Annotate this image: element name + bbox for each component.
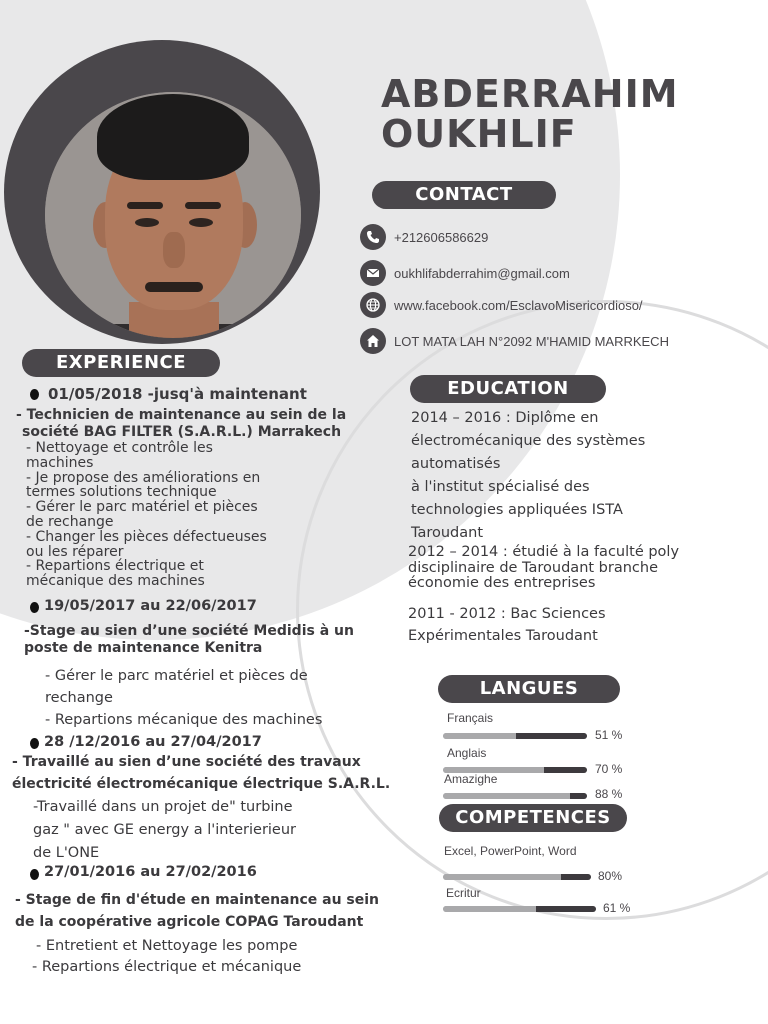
education-heading: EDUCATION (410, 375, 606, 403)
contact-heading: CONTACT (372, 181, 556, 209)
list-item: - Nettoyage et contrôle les (26, 440, 213, 456)
contact-phone[interactable] (360, 224, 488, 250)
skill-label: Ecritur (446, 886, 481, 900)
person-name (381, 74, 679, 154)
bullet-dot (30, 389, 39, 400)
exp1-title-2: société BAG FILTER (S.A.R.L.) Marrakech (22, 424, 342, 440)
skill-percent: 61 % (603, 901, 631, 915)
list-item: ou les réparer (26, 543, 124, 560)
language-label: Anglais (447, 746, 487, 760)
list-item: économie des entreprises (408, 575, 596, 591)
exp2-items (45, 665, 322, 731)
list-item: - Gérer le parc matériel et pièces (26, 499, 258, 516)
list-item: Taroudant (411, 525, 484, 541)
language-label: Amazighe (444, 772, 498, 786)
bar-fill-light (443, 874, 561, 880)
language-percent: 88 % (595, 787, 623, 801)
list-item: - Repartions électrique et mécanique (32, 959, 302, 975)
contact-address-text: LOT MATA LAH N°2092 M'HAMID MARRKECH (394, 333, 669, 349)
exp2-date: 19/05/2017 au 22/06/2017 (44, 598, 257, 614)
exp3-title-1: - Travaillé au sien d’une société des travaux (12, 754, 361, 770)
experience-heading: EXPERIENCE (22, 349, 220, 377)
exp2-title-1: -Stage au sien d’une société Medidis à un (24, 623, 354, 639)
list-item: termes solutions technique (26, 484, 217, 501)
competences-heading: COMPETENCES (439, 804, 627, 832)
exp2-title-2: poste de maintenance Kenitra (24, 640, 263, 656)
list-item: machines (26, 454, 94, 471)
list-item: disciplinaire de Taroudant branche (408, 559, 659, 576)
list-item: gaz " avec GE energy a l'interierieur (33, 822, 297, 838)
list-item: rechange (45, 690, 113, 706)
bar-fill-dark (544, 767, 587, 773)
bar-fill-light (443, 906, 536, 912)
list-item: 2014 – 2016 : Diplôme en (411, 410, 599, 426)
list-item: - Repartions électrique et (26, 558, 204, 575)
list-item: 2011 - 2012 : Bac Sciences (408, 606, 606, 622)
exp4-date: 27/01/2016 au 27/02/2016 (44, 864, 257, 880)
list-item: automatisés (411, 456, 501, 472)
contact-email[interactable] (360, 260, 570, 286)
mail-icon (360, 260, 386, 286)
language-label: Français (447, 711, 494, 725)
language-percent: 70 % (595, 762, 623, 776)
bar-fill-light (443, 733, 516, 739)
list-item: à l'institut spécialisé des (411, 479, 590, 495)
globe-icon (360, 292, 386, 318)
name-line-1: ABDERRAHIM (381, 72, 679, 116)
language-bar (443, 793, 587, 799)
exp4-title-2: de la coopérative agricole COPAG Taroudant (15, 914, 364, 930)
list-item: - Changer les pièces défectueuses (26, 528, 267, 545)
contact-web[interactable] (360, 292, 643, 318)
education-entry-2 (408, 545, 679, 592)
bar-fill-dark (516, 733, 587, 739)
exp1-title-1: - Technicien de maintenance au sein de la (16, 407, 347, 423)
list-item: - Gérer le parc matériel et pièces de (45, 668, 308, 684)
list-item: - Repartions mécanique des machines (45, 712, 323, 728)
contact-phone-text: +212606586629 (394, 229, 489, 245)
education-entry-1 (411, 407, 645, 545)
name-line-2: OUKHLIF (381, 112, 577, 156)
profile-photo (45, 92, 301, 338)
skill-bar (443, 906, 596, 912)
phone-icon (360, 224, 386, 250)
home-icon (360, 328, 386, 354)
contact-web-text: www.facebook.com/EsclavoMisericordioso/ (394, 297, 643, 313)
list-item: technologies appliquées ISTA (411, 502, 623, 518)
bar-fill-dark (536, 906, 596, 912)
skill-bar (443, 874, 591, 880)
list-item: 2012 – 2014 : étudié à la faculté poly (408, 544, 680, 560)
bar-fill-dark (561, 874, 591, 880)
skill-label: Excel, PowerPoint, Word (444, 844, 577, 858)
bar-fill-light (443, 793, 570, 799)
exp1-date: 01/05/2018 -jusq'à maintenant (48, 385, 307, 403)
bar-fill-dark (570, 793, 587, 799)
language-percent: 51 % (595, 728, 623, 742)
exp3-items (33, 796, 296, 865)
list-item: mécanique des machines (26, 573, 205, 590)
education-entry-3 (408, 603, 606, 647)
list-item: - Je propose des améliorations en (26, 469, 261, 486)
bullet-dot (30, 738, 39, 749)
contact-email-text: oukhlifabderrahim@gmail.com (394, 265, 570, 281)
exp4-items (32, 936, 302, 978)
language-bar (443, 733, 587, 739)
skill-percent: 80% (598, 869, 623, 883)
exp3-title-2: électricité électromécanique électrique S.A.R.L. (12, 776, 391, 792)
list-item: électromécanique des systèmes (411, 433, 646, 449)
list-item: - Entretient et Nettoyage les pompe (36, 938, 298, 954)
exp1-items (26, 441, 267, 589)
contact-address (360, 328, 669, 354)
languages-heading: LANGUES (438, 675, 620, 703)
list-item: de rechange (26, 513, 114, 530)
list-item: -Travaillé dans un projet de" turbine (33, 799, 293, 815)
list-item: de L'ONE (33, 845, 100, 861)
bullet-dot (30, 602, 39, 613)
exp4-title-1: - Stage de fin d'étude en maintenance au sein (15, 892, 380, 908)
list-item: Expérimentales Taroudant (408, 628, 598, 644)
exp3-date: 28 /12/2016 au 27/04/2017 (44, 734, 262, 750)
bullet-dot (30, 869, 39, 880)
